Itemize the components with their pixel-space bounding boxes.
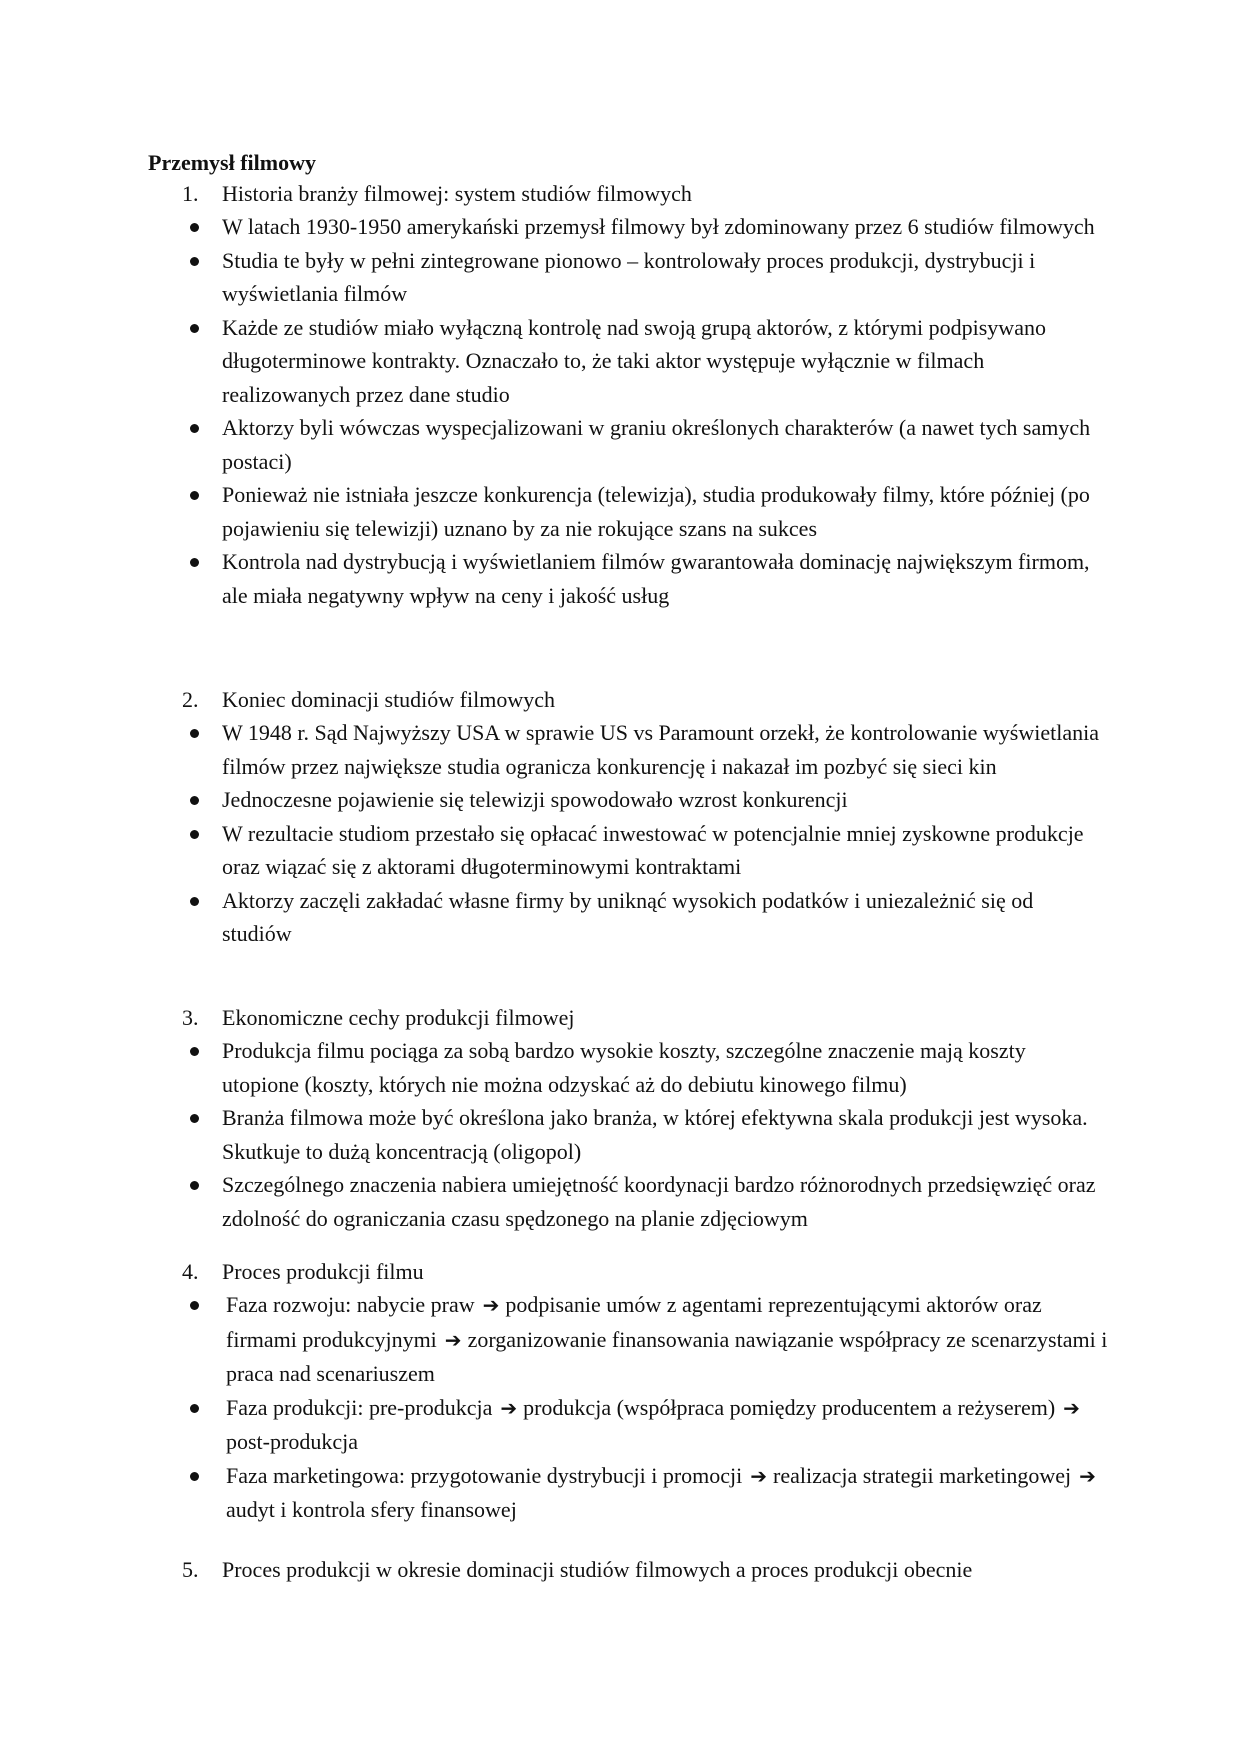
section-title: Proces produkcji w okresie dominacji studiów filmowych a proces produkcji obecnie bbox=[222, 1557, 973, 1582]
bullet-icon bbox=[190, 1114, 199, 1123]
section-1 bbox=[148, 178, 1108, 612]
list-item: Faza rozwoju: nabycie praw ➔ podpisanie umów z agentami reprezentującymi aktorów oraz firmami produkcyjnymi ➔ zorganizowanie finansowania nawiązanie współpracy ze scenarzystami i praca nad scenariuszem bbox=[148, 1288, 1108, 1391]
bullet-list bbox=[148, 210, 1108, 612]
section-3 bbox=[148, 1002, 1108, 1235]
list-item: Faza produkcji: pre-produkcja ➔ produkcja (współpraca pomiędzy producentem a reżyserem) ➔post-produkcja bbox=[148, 1391, 1108, 1459]
bullet-icon bbox=[190, 257, 199, 266]
section-title: Proces produkcji filmu bbox=[222, 1259, 424, 1284]
section-number: 4. bbox=[182, 1259, 199, 1284]
section-heading bbox=[148, 1256, 1108, 1288]
list-item: Studia te były w pełni zintegrowane pionowo – kontrolowały proces produkcji, dystrybucji i wyświetlania filmów bbox=[148, 244, 1108, 311]
section-number: 1. bbox=[182, 181, 199, 206]
list-item: W rezultacie studiom przestało się opłacać inwestować w potencjalnie mniej zyskowne produkcje oraz wiązać się z aktorami długoterminowymi kontraktami bbox=[148, 817, 1108, 884]
section-2 bbox=[148, 684, 1108, 951]
section-title: Ekonomiczne cechy produkcji filmowej bbox=[222, 1005, 575, 1030]
bullet-icon bbox=[190, 796, 199, 805]
list-item: Branża filmowa może być określona jako branża, w której efektywna skala produkcji jest wysoka. Skutkuje to dużą koncentracją (oligopol) bbox=[148, 1101, 1108, 1168]
bullet-icon bbox=[190, 1301, 199, 1310]
arrow-right-icon: ➔ bbox=[1063, 1395, 1080, 1420]
bullet-icon bbox=[190, 1047, 199, 1056]
list-item: W latach 1930-1950 amerykański przemysł filmowy był zdominowany przez 6 studiów filmowych bbox=[148, 210, 1108, 244]
list-item: Faza marketingowa: przygotowanie dystrybucji i promocji ➔ realizacja strategii marketingowej ➔audyt i kontrola sfery finansowej bbox=[148, 1459, 1108, 1527]
bullet-icon bbox=[190, 223, 199, 232]
bullet-icon bbox=[190, 830, 199, 839]
section-4 bbox=[148, 1256, 1108, 1527]
bullet-icon bbox=[190, 424, 199, 433]
document-title: Przemysł filmowy bbox=[148, 150, 316, 175]
list-item: Szczególnego znaczenia nabiera umiejętność koordynacji bardzo różnorodnych przedsięwzięć oraz zdolność do ograniczania czasu spędzonego na planie zdjęciowym bbox=[148, 1168, 1108, 1235]
list-item: Ponieważ nie istniała jeszcze konkurencja (telewizja), studia produkowały filmy, które później (po pojawieniu się telewizji) uznano by za nie rokujące szans na sukces bbox=[148, 478, 1108, 545]
bullet-icon bbox=[190, 324, 199, 333]
arrow-right-icon: ➔ bbox=[444, 1327, 462, 1352]
bullet-list bbox=[148, 1288, 1108, 1527]
arrow-right-icon: ➔ bbox=[1079, 1463, 1096, 1488]
bullet-icon bbox=[190, 491, 199, 500]
list-item: Kontrola nad dystrybucją i wyświetlaniem filmów gwarantowała dominację największym firmom, ale miała negatywny wpływ na ceny i jakość usług bbox=[148, 545, 1108, 612]
section-number: 3. bbox=[182, 1005, 199, 1030]
list-item: Jednoczesne pojawienie się telewizji spowodowało wzrost konkurencji bbox=[148, 783, 1108, 817]
bullet-list bbox=[148, 716, 1108, 951]
bullet-list bbox=[148, 1034, 1108, 1235]
list-item: Aktorzy zaczęli zakładać własne firmy by uniknąć wysokich podatków i uniezależnić się od studiów bbox=[148, 884, 1108, 951]
list-item: Aktorzy byli wówczas wyspecjalizowani w graniu określonych charakterów (a nawet tych samych postaci) bbox=[148, 411, 1108, 478]
arrow-right-icon: ➔ bbox=[750, 1463, 768, 1488]
section-heading bbox=[148, 178, 1108, 210]
list-item: Każde ze studiów miało wyłączną kontrolę nad swoją grupą aktorów, z którymi podpisywano długoterminowe kontrakty. Oznaczało to, że taki aktor występuje wyłącznie w filmach realizowanych przez dane studio bbox=[148, 311, 1108, 412]
arrow-right-icon: ➔ bbox=[500, 1395, 518, 1420]
section-number: 2. bbox=[182, 687, 199, 712]
section-heading bbox=[148, 684, 1108, 716]
section-title: Koniec dominacji studiów filmowych bbox=[222, 687, 555, 712]
bullet-icon bbox=[190, 1181, 199, 1190]
bullet-icon bbox=[190, 1472, 199, 1481]
list-item: Produkcja filmu pociąga za sobą bardzo wysokie koszty, szczególne znaczenie mają koszty utopione (koszty, których nie można odzyskać aż do debiutu kinowego filmu) bbox=[148, 1034, 1108, 1101]
section-heading bbox=[148, 1554, 1108, 1586]
section-number: 5. bbox=[182, 1557, 199, 1582]
section-5 bbox=[148, 1554, 1108, 1586]
bullet-icon bbox=[190, 1404, 199, 1413]
section-title: Historia branży filmowej: system studiów filmowych bbox=[222, 181, 692, 206]
bullet-icon bbox=[190, 897, 199, 906]
bullet-icon bbox=[190, 729, 199, 738]
arrow-right-icon: ➔ bbox=[482, 1293, 500, 1317]
list-item: W 1948 r. Sąd Najwyższy USA w sprawie US vs Paramount orzekł, że kontrolowanie wyświetlania filmów przez największe studia ogranicza konkurencję i nakazał im pozbyć się sieci kin bbox=[148, 716, 1108, 783]
section-heading bbox=[148, 1002, 1108, 1034]
bullet-icon bbox=[190, 558, 199, 567]
